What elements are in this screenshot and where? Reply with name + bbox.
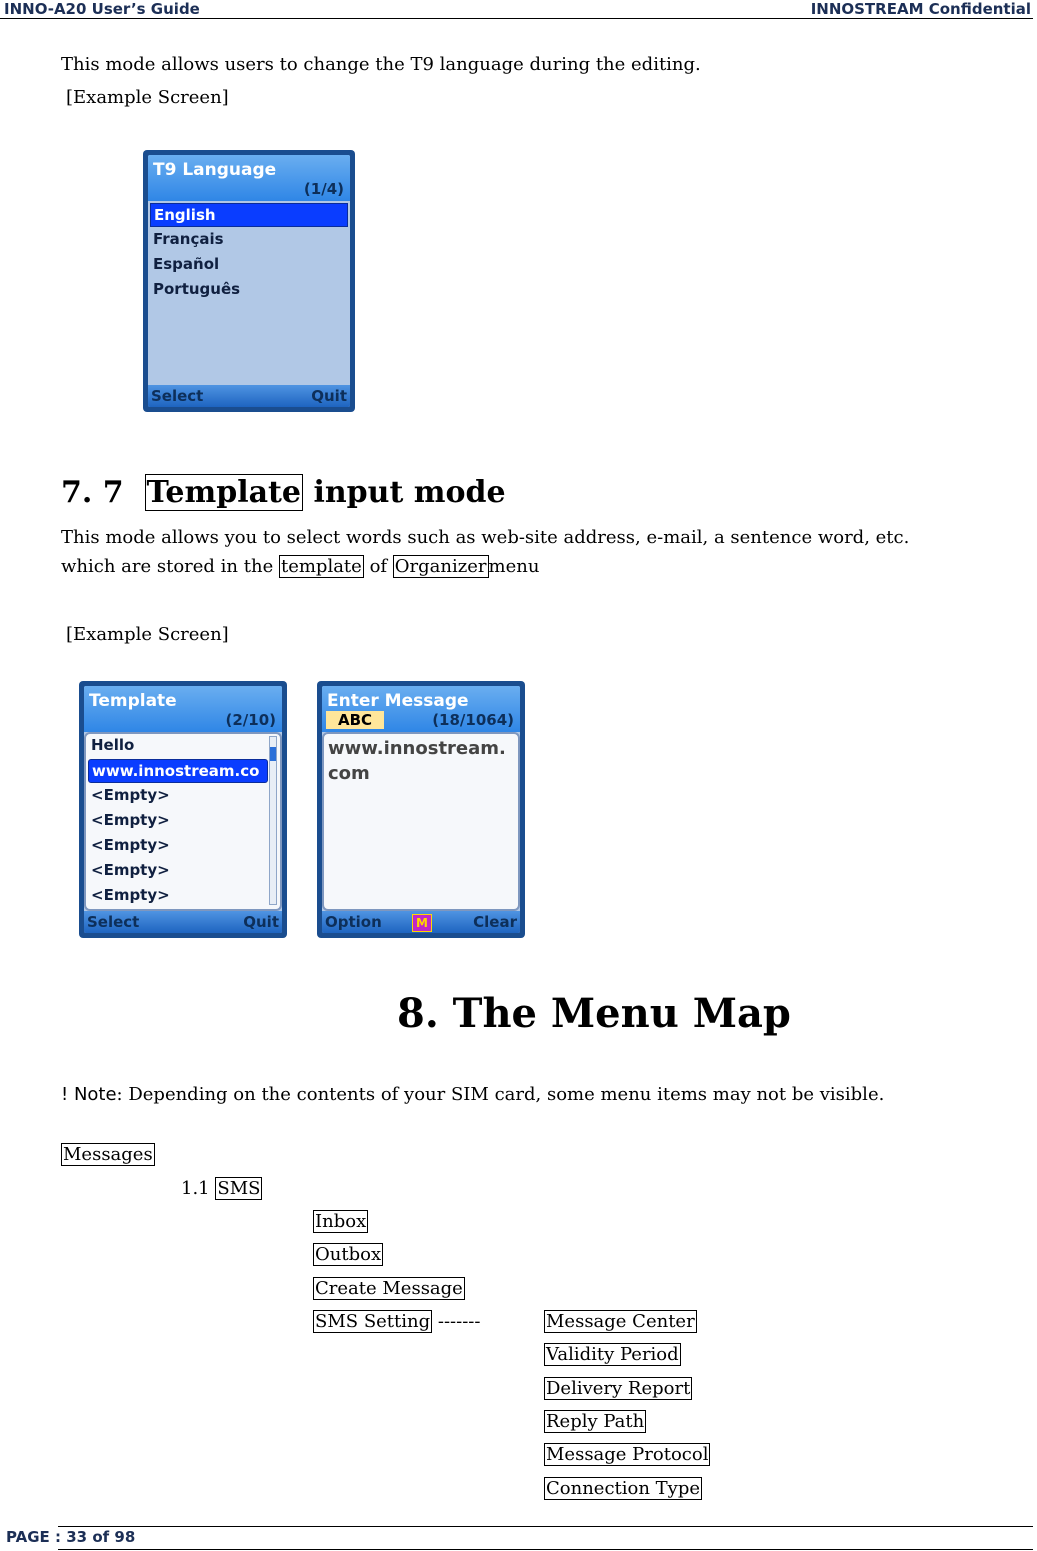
template-scrollbar[interactable] bbox=[269, 736, 277, 905]
setting-message-center: Message Center bbox=[546, 1311, 695, 1332]
template-item[interactable]: <Empty> bbox=[91, 886, 170, 904]
template-counter: (2/10) bbox=[225, 711, 276, 729]
menu-item bbox=[313, 1244, 383, 1265]
menu-connector: ------- bbox=[437, 1311, 481, 1332]
t9-title: T9 Language bbox=[153, 160, 277, 180]
t9-quit-softkey[interactable]: Quit bbox=[311, 387, 347, 405]
template-item[interactable]: <Empty> bbox=[91, 836, 170, 854]
header-right: INNOSTREAM Confidential bbox=[810, 0, 1031, 18]
page-footer bbox=[0, 1526, 1037, 1551]
template-item[interactable]: Hello bbox=[91, 736, 135, 754]
t9-item-francais[interactable]: Français bbox=[153, 230, 224, 248]
menu-sub-label: SMS bbox=[217, 1178, 261, 1199]
page-number: PAGE : 33 of 98 bbox=[6, 1528, 136, 1546]
message-body-line1[interactable]: www.innostream. bbox=[328, 738, 506, 759]
menu-root bbox=[61, 1144, 155, 1165]
setting-item bbox=[544, 1344, 681, 1365]
template-title: Template bbox=[89, 691, 177, 711]
example-label-1: [Example Screen] bbox=[66, 87, 229, 108]
t9-title-bar bbox=[148, 155, 350, 201]
t9-item-english[interactable]: English bbox=[150, 203, 348, 227]
section-title-rest: input mode bbox=[313, 475, 506, 510]
setting-item bbox=[544, 1411, 646, 1432]
page-header bbox=[0, 0, 1033, 19]
header-left: INNO-A20 User’s Guide bbox=[4, 0, 200, 18]
template-screen bbox=[79, 681, 287, 938]
note-text: : Depending on the contents of your SIM card, some menu items may not be visible. bbox=[116, 1084, 885, 1105]
memo-icon[interactable]: M bbox=[412, 914, 432, 932]
setting-item bbox=[544, 1378, 692, 1399]
footer-rule-bottom bbox=[58, 1549, 1033, 1550]
setting-item bbox=[544, 1311, 697, 1332]
section-7-7-heading bbox=[61, 475, 506, 510]
line2-pre: which are stored in the bbox=[61, 556, 274, 577]
setting-connection-type: Connection Type bbox=[546, 1478, 701, 1499]
t9-item-espanol[interactable]: Español bbox=[153, 255, 220, 273]
message-title: Enter Message bbox=[327, 691, 469, 711]
template-item[interactable]: <Empty> bbox=[91, 786, 170, 804]
enter-message-screen bbox=[317, 681, 525, 938]
note-label: ! Note bbox=[61, 1084, 117, 1105]
menu-item-create-message: Create Message bbox=[315, 1278, 463, 1299]
template-item[interactable]: <Empty> bbox=[91, 861, 170, 879]
menu-sub bbox=[181, 1178, 262, 1199]
section-8-heading: 8. The Menu Map bbox=[397, 990, 791, 1037]
menu-item-outbox: Outbox bbox=[315, 1244, 382, 1265]
setting-message-protocol: Message Protocol bbox=[546, 1444, 709, 1465]
template-quit-softkey[interactable]: Quit bbox=[243, 913, 279, 931]
menu-item-sms-setting: SMS Setting bbox=[315, 1311, 431, 1332]
menu-sub-number: 1.1 bbox=[181, 1178, 210, 1199]
setting-reply-path: Reply Path bbox=[546, 1411, 645, 1432]
setting-delivery-report: Delivery Report bbox=[546, 1378, 691, 1399]
menu-root-label: Messages bbox=[63, 1144, 153, 1165]
t9-item-portugues[interactable]: Português bbox=[153, 280, 241, 298]
template-item[interactable]: <Empty> bbox=[91, 811, 170, 829]
line2-post: menu bbox=[488, 556, 540, 577]
setting-validity-period: Validity Period bbox=[546, 1344, 679, 1365]
section-number: 7. 7 bbox=[61, 475, 124, 510]
line2-mid: of bbox=[369, 556, 388, 577]
clear-softkey[interactable]: Clear bbox=[473, 913, 517, 931]
menu-item bbox=[313, 1278, 465, 1299]
menu-item bbox=[313, 1311, 480, 1332]
input-mode-badge: ABC bbox=[326, 711, 384, 729]
section-7-7-line2 bbox=[61, 556, 539, 577]
section-title-boxed: Template bbox=[146, 475, 301, 510]
menu-item-inbox: Inbox bbox=[315, 1211, 367, 1232]
template-item-selected[interactable]: www.innostream.co bbox=[88, 759, 268, 783]
t9-select-softkey[interactable]: Select bbox=[151, 387, 204, 405]
t9-counter: (1/4) bbox=[303, 180, 344, 198]
t9-language-screen bbox=[143, 150, 355, 412]
menu-item bbox=[313, 1211, 368, 1232]
setting-item bbox=[544, 1444, 710, 1465]
intro-text: This mode allows users to change the T9 language during the editing. bbox=[61, 54, 701, 75]
message-body-line2[interactable]: com bbox=[328, 763, 370, 784]
template-link: template bbox=[280, 556, 362, 577]
setting-item bbox=[544, 1478, 702, 1499]
option-softkey[interactable]: Option bbox=[325, 913, 382, 931]
example-label-2: [Example Screen] bbox=[66, 624, 229, 645]
message-counter: (18/1064) bbox=[432, 711, 514, 729]
section-7-7-line1: This mode allows you to select words such as web-site address, e-mail, a sentence word, etc. bbox=[61, 527, 910, 548]
template-select-softkey[interactable]: Select bbox=[87, 913, 140, 931]
note bbox=[61, 1084, 884, 1105]
organizer-link: Organizer bbox=[394, 556, 487, 577]
